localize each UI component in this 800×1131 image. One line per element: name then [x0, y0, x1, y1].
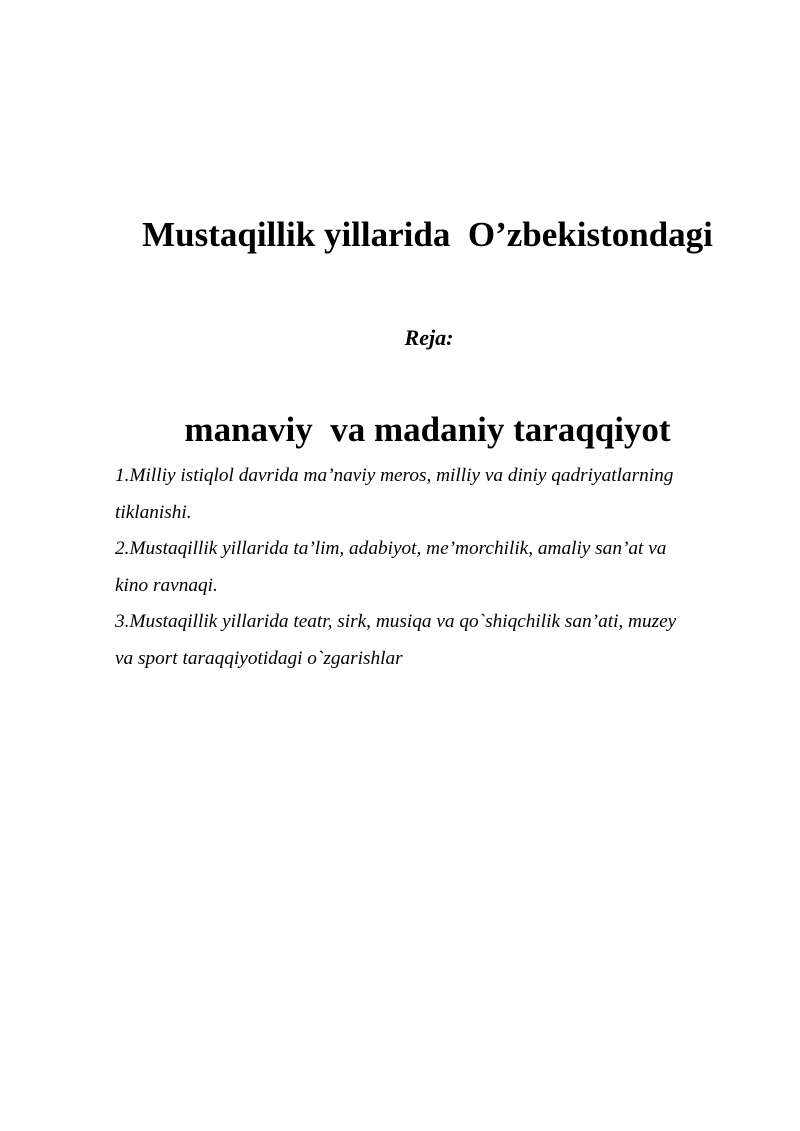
- plan-item-2-line-1: 2.Mustaqillik yillarida ta’lim, adabiyot, me’morchilik, amaliy san’at va: [115, 538, 667, 559]
- plan-item-2: [115, 531, 755, 604]
- plan-item-1: [115, 458, 755, 531]
- plan-item-3-line-2: va sport taraqqiyotidagi o`zgarishlar: [115, 647, 403, 669]
- plan-item-1-line-2: tiklanishi.: [115, 501, 192, 523]
- plan-list: [115, 458, 755, 677]
- plan-item-1-line-1: 1.Milliy istiqlol davrida ma’naviy meros, milliy va diniy qadriyatlarning: [115, 465, 674, 486]
- plan-item-3-line-1: 3.Mustaqillik yillarida teatr, sirk, musiqa va qo`shiqchilik san’ati, muzey: [115, 611, 677, 632]
- plan-item-2-line-2: kino ravnaqi.: [115, 574, 218, 596]
- title-line-2: manaviy va madaniy taraqqiyot: [184, 410, 671, 449]
- plan-item-3: [115, 604, 755, 677]
- plan-heading: Reja:: [404, 325, 454, 350]
- title-line-1: Mustaqillik yillarida O’zbekistondagi: [142, 215, 713, 254]
